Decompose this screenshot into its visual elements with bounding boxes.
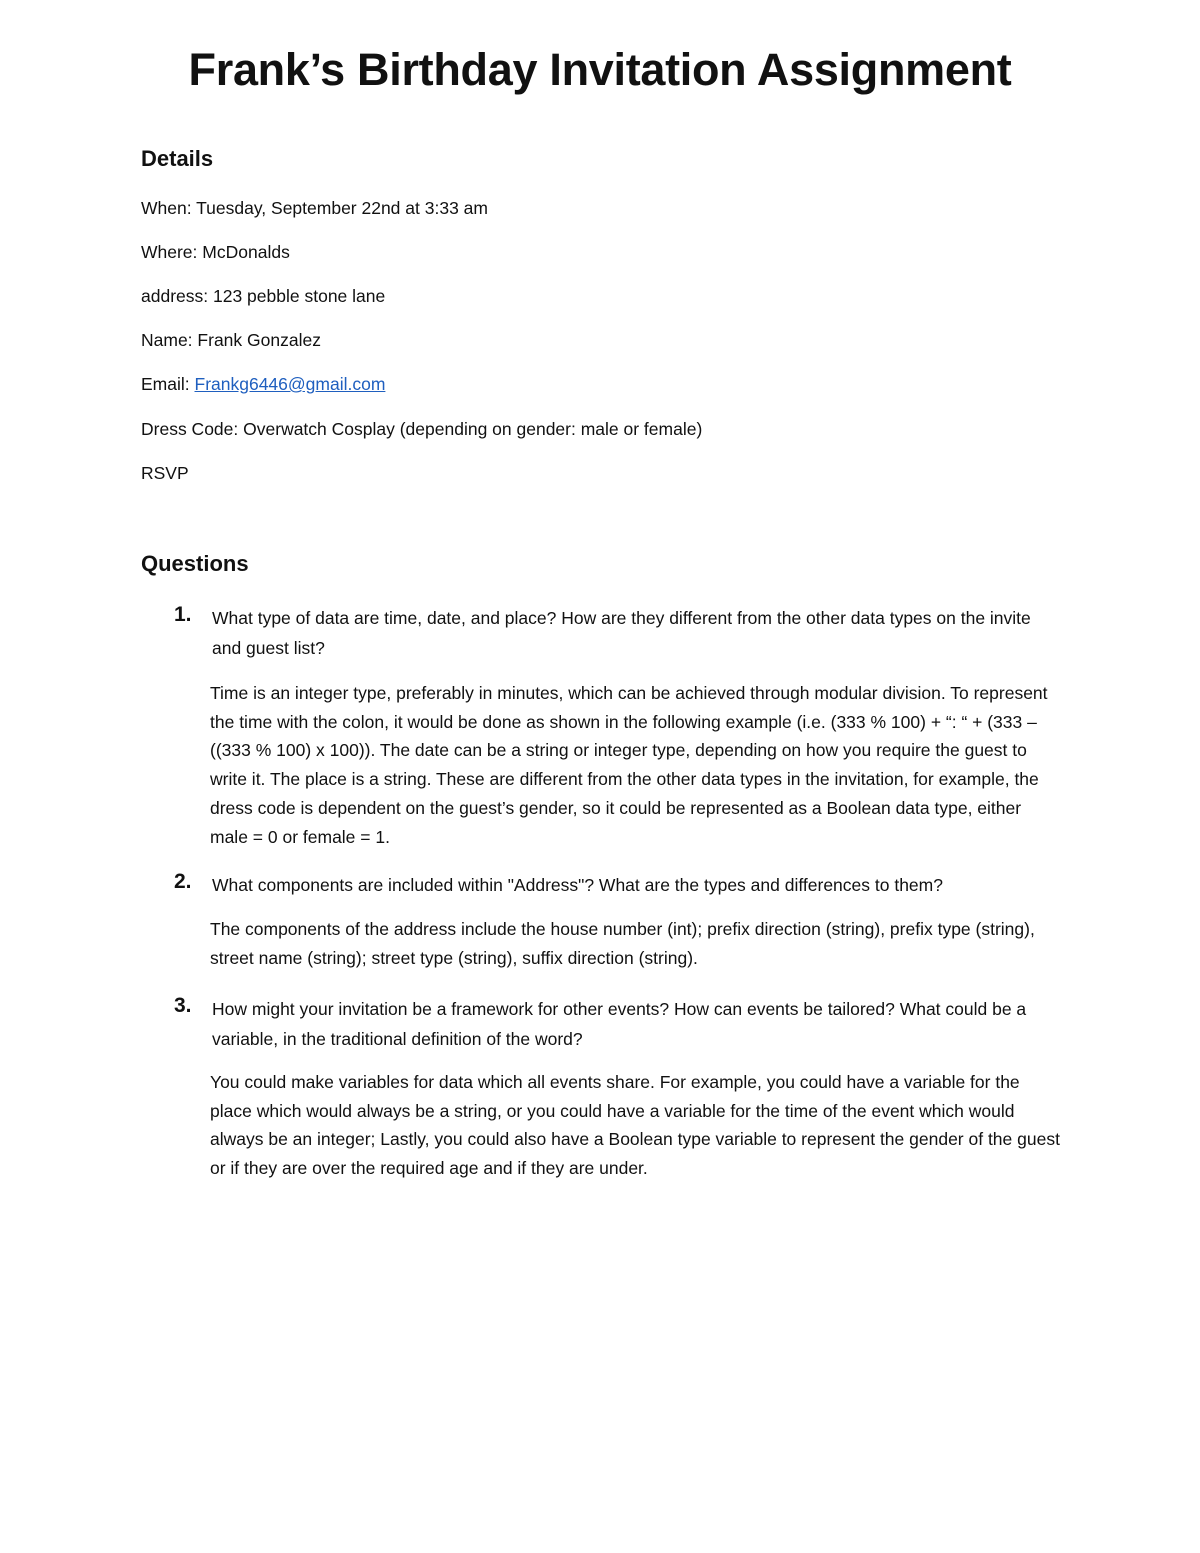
- detail-when-value: Tuesday, September 22nd at 3:33 am: [196, 198, 488, 218]
- detail-email-label: Email:: [141, 374, 190, 394]
- answer-1: Time is an integer type, preferably in minutes, which can be achieved through modular division. To represent the time with the colon, it would be done as shown in the following example (i.e. (333 % 100) + “: “ + (333 – ((333 % 100) x 100)). The date can be a string or integer type, depending on how you require the guest to write it. The place is a string. These are different from the other data types in the invitation, for example, the dress code is dependent on the guest’s gender, so it could be represented as a Boolean data type, either male = 0 or female = 1.: [210, 683, 1048, 847]
- detail-name-label: Name:: [141, 330, 193, 350]
- detail-where: [141, 240, 290, 264]
- detail-address: [141, 284, 385, 308]
- answer-2: The components of the address include the house number (int); prefix direction (string), prefix type (string), street name (string); street type (string), suffix direction (string).: [210, 919, 1035, 968]
- question-text: How might your invitation be a framework for other events? How can events be tailored? What could be a variable, in the traditional definition of the word?: [212, 999, 1027, 1049]
- question-number: 1.: [174, 603, 192, 626]
- detail-dress-code: [141, 417, 702, 441]
- email-link[interactable]: Frankg6446@gmail.com: [194, 374, 386, 394]
- detail-name: [141, 328, 321, 352]
- detail-email: [141, 372, 385, 396]
- question-text: What components are included within "Address"? What are the types and differences to them?: [212, 875, 943, 895]
- question-text: What type of data are time, date, and place? How are they different from the other data types on the invite and guest list?: [212, 608, 1031, 658]
- detail-rsvp: RSVP: [141, 463, 189, 483]
- details-heading: Details: [141, 146, 214, 171]
- detail-where-label: Where:: [141, 242, 198, 262]
- detail-name-value: Frank Gonzalez: [197, 330, 321, 350]
- question-number: 2.: [174, 870, 192, 893]
- questions-heading: Questions: [141, 551, 249, 576]
- question-number: 3.: [174, 994, 192, 1017]
- detail-when-label: When:: [141, 198, 192, 218]
- detail-address-value: 123 pebble stone lane: [213, 286, 386, 306]
- answer-3: You could make variables for data which all events share. For example, you could have a variable for the place which would always be a string, or you could have a variable for the time of the event which would always be an integer; Lastly, you could also have a Boolean type variable to represent the gender of the guest or if they are over the required age and if they are under.: [210, 1072, 1060, 1179]
- detail-where-value: McDonalds: [202, 242, 290, 262]
- detail-when: [141, 196, 488, 220]
- detail-dress-label: Dress Code:: [141, 419, 239, 439]
- detail-address-label: address:: [141, 286, 209, 306]
- detail-dress-value: Overwatch Cosplay (depending on gender: male or female): [243, 419, 703, 439]
- document-title: Frank’s Birthday Invitation Assignment: [188, 44, 1012, 95]
